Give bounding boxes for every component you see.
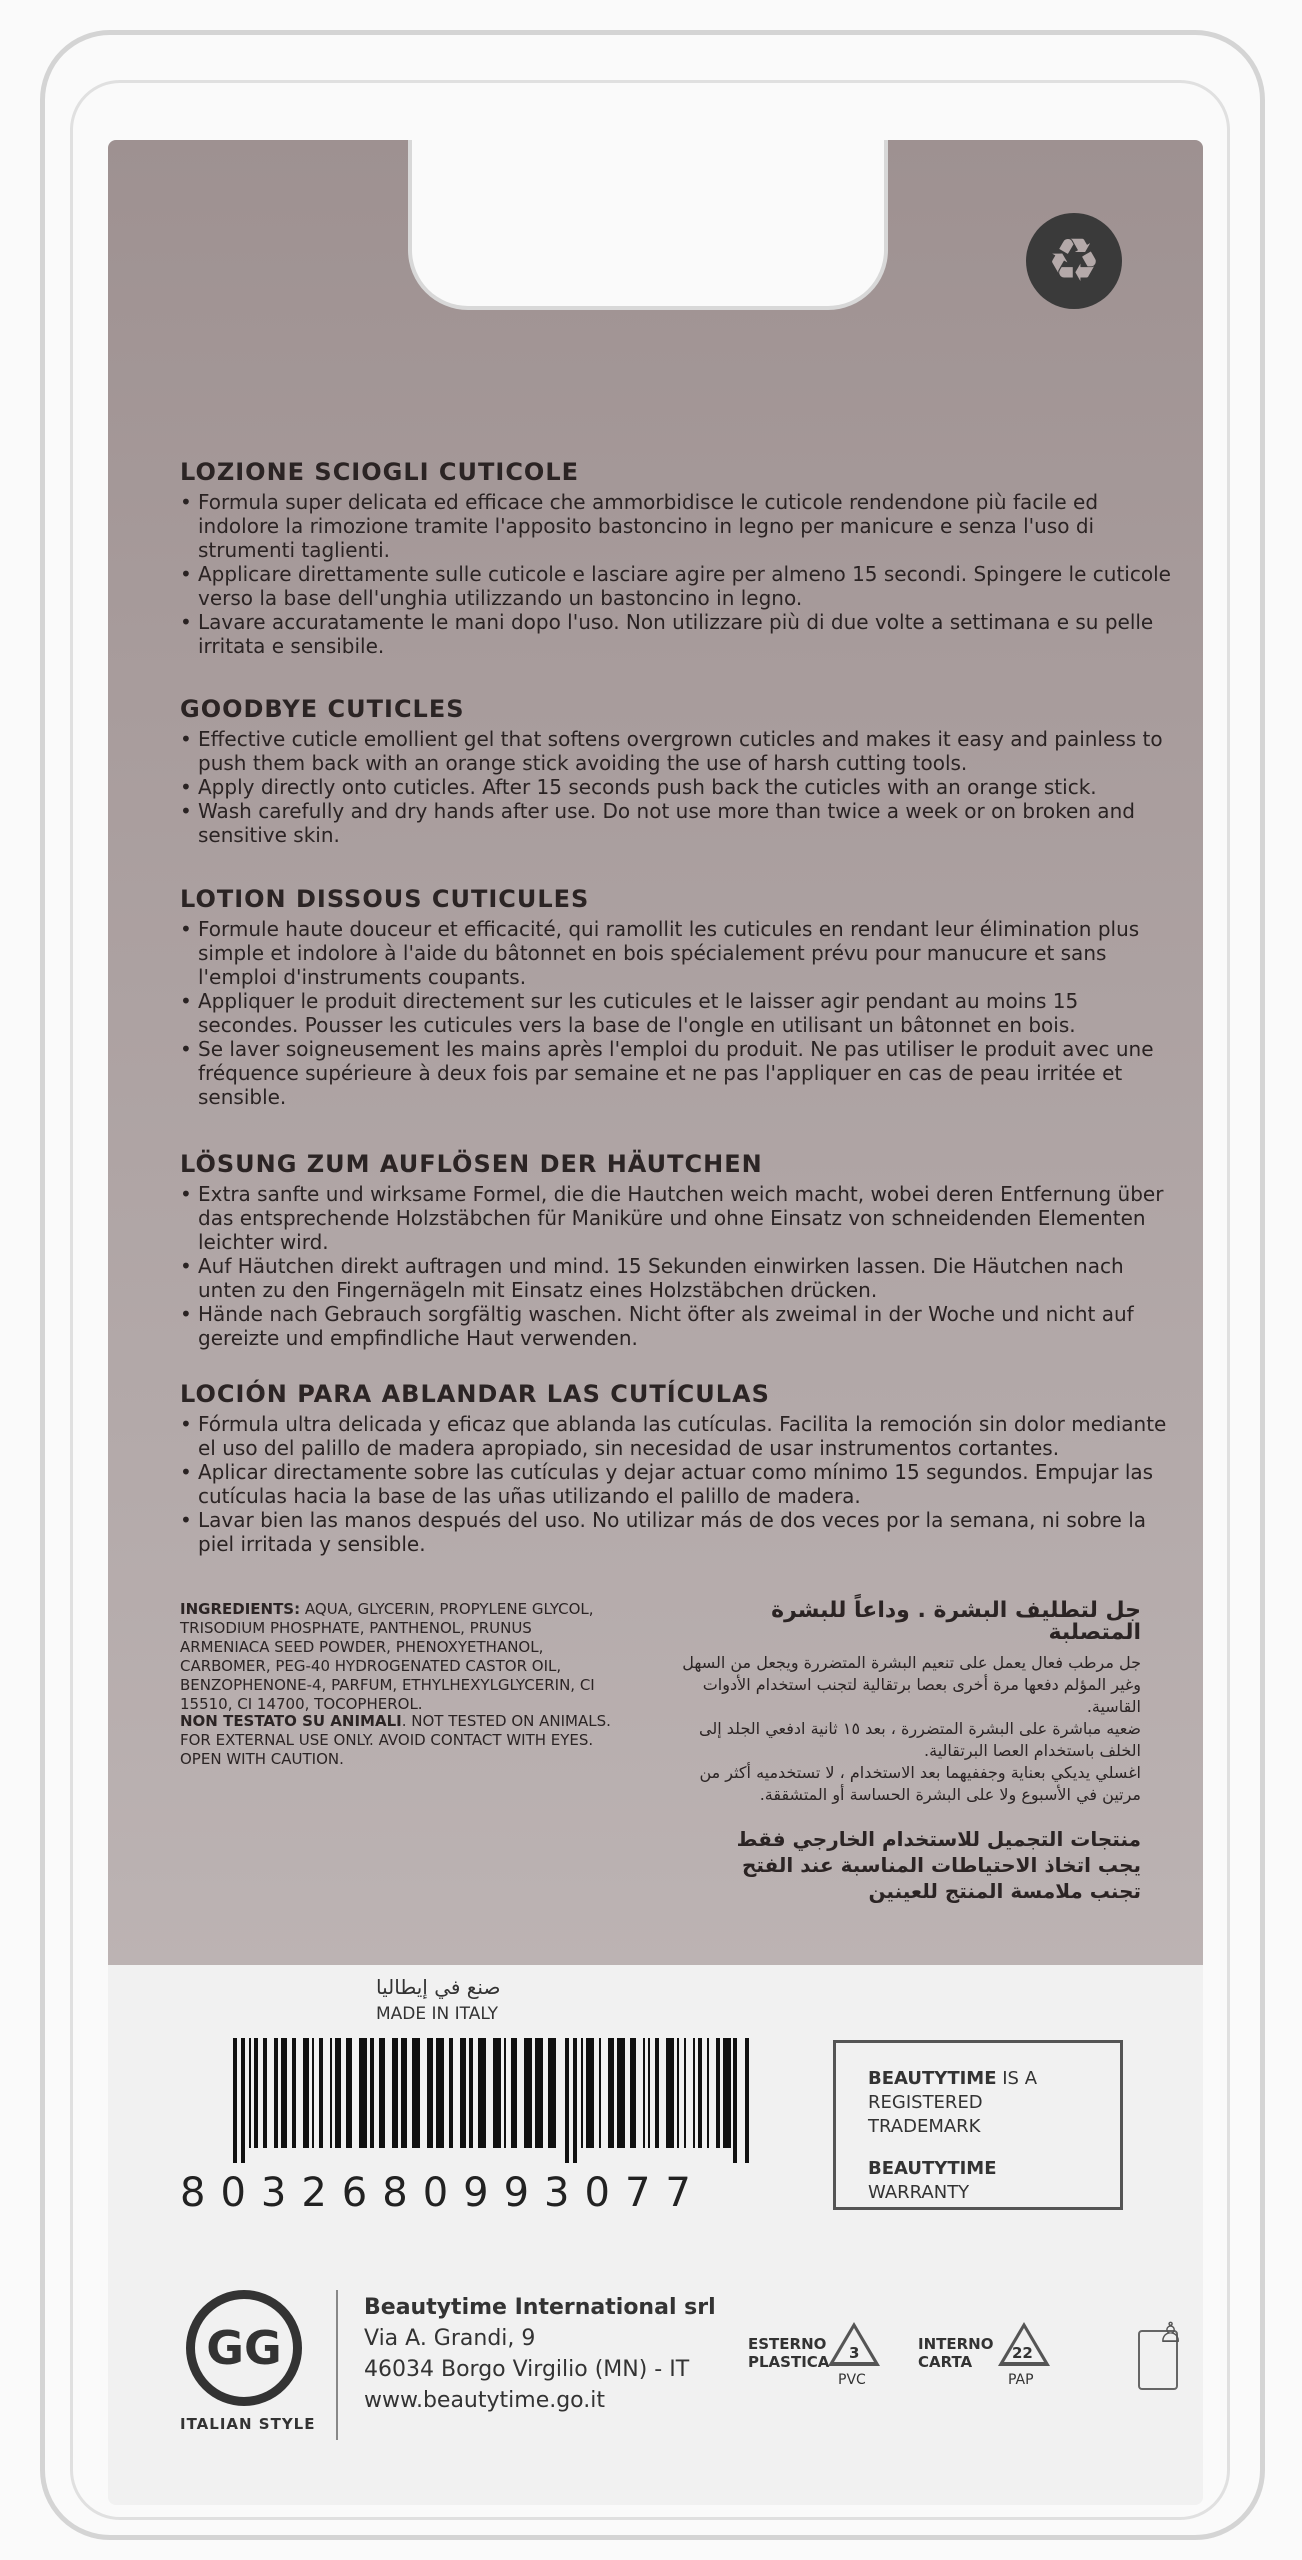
- section-item: • Extra sanfte und wirksame Formel, die die Hautchen weich macht, wobei deren Entfernung über das entsprechende Holzstäbchen für Maniküre und ohne Einsatz von schneidenden Elementen leichter wird.: [180, 1182, 1180, 1254]
- barcode-bar: [449, 2038, 453, 2148]
- company-name: Beautytime International srl: [364, 2295, 716, 2320]
- barcode-bar: [535, 2038, 543, 2148]
- barcode-bar: [401, 2038, 407, 2148]
- made-in-italy: MADE IN ITALY: [376, 2004, 498, 2024]
- company-address: Via A. Grandi, 9: [364, 2326, 536, 2351]
- recycle-code: 3: [849, 2344, 860, 2362]
- barcode-bar: [319, 2038, 323, 2148]
- arabic-title: جل لتطليف البشرة . وداعاً للبشرة المتصلبة: [771, 1598, 1141, 1645]
- barcode-bar: [677, 2038, 679, 2148]
- recycle-code: 22: [1012, 2344, 1033, 2362]
- barcode-bar: [684, 2038, 686, 2148]
- company-website: www.beautytime.go.it: [364, 2388, 605, 2413]
- brand-name: BEAUTYTIME: [868, 2158, 997, 2179]
- section-item: • Aplicar directamente sobre las cutículas y dejar actuar como mínimo 15 segundos. Empujar las cutículas hacia la base de las uñas utilizando el palillo de madera.: [180, 1460, 1180, 1508]
- section-item: • Fórmula ultra delicada y eficaz que ablanda las cutículas. Facilita la remoción sin dolor mediante el uso del palillo de madera apropiado, sin necesidad de usar instrumentos cortantes.: [180, 1412, 1180, 1460]
- recycling-label-outer: [748, 2335, 829, 2371]
- arabic-line: ضعيه مباشرة على البشرة المتضررة ، بعد ١٥ ثانية ادفعي الجلد إلى الخلف باستخدام العصا البرتقالية.: [699, 1719, 1141, 1760]
- barcode-bar: [469, 2038, 473, 2148]
- recycling-label-line: CARTA: [918, 2353, 973, 2371]
- barcode-bar: [249, 2038, 251, 2148]
- mauve-panel: [108, 140, 1203, 1965]
- barcode-bar: [698, 2038, 702, 2148]
- arabic-warning: يجب اتخاذ الاحتياطات المناسبة عند الفتح: [741, 1853, 1141, 1877]
- arabic-warning: منتجات التجميل للاستخدام الخارجي فقط: [736, 1827, 1141, 1851]
- barcode-bar: [573, 2038, 577, 2163]
- barcode-bar: [303, 2038, 309, 2148]
- barcode-bar: [346, 2038, 352, 2148]
- section-title: LOTION DISSOUS CUTICULES: [180, 885, 590, 913]
- trademark-text: IS A: [996, 2068, 1038, 2089]
- barcode-bar: [379, 2038, 385, 2148]
- barcode-bar: [436, 2038, 444, 2148]
- section-item: • Auf Häutchen direkt auftragen und mind. 15 Sekunden einwirken lassen. Die Häutchen nach unten zu den Fingernägeln mit Einsatz eines Holzstäbchen drücken.: [180, 1254, 1180, 1302]
- divider: [336, 2290, 338, 2440]
- section-title: LÖSUNG ZUM AUFLÖSEN DER HÄUTCHEN: [180, 1150, 763, 1178]
- barcode-bar: [599, 2038, 601, 2148]
- recycling-label-line: ESTERNO: [748, 2335, 827, 2353]
- not-tested-label: NON TESTATO SU ANIMALI: [180, 1712, 402, 1730]
- section-english: [180, 695, 1180, 847]
- barcode-bar: [330, 2038, 332, 2148]
- barcode: [233, 2038, 753, 2163]
- trademark-box: [833, 2040, 1123, 2210]
- section-item: • Appliquer le produit directement sur les cuticules et le laisser agir pendant au moins 15 secondes. Pousser les cuticules vers la base de l'ongle en utilisant un bâtonnet en bois.: [180, 989, 1180, 1037]
- barcode-bar: [707, 2038, 709, 2148]
- barcode-bar: [524, 2038, 532, 2148]
- section-title: GOODBYE CUTICLES: [180, 695, 465, 723]
- barcode-bar: [504, 2038, 506, 2148]
- section-italian: [180, 458, 1180, 658]
- section-french: [180, 885, 1180, 1109]
- section-item: • Effective cuticle emollient gel that softens overgrown cuticles and makes it easy and painless to push them back with an orange stick avoiding the use of harsh cutting tools.: [180, 727, 1180, 775]
- section-item: • Se laver soigneusement les mains après l'emploi du produit. Ne pas utiliser le produit avec une fréquence supérieure à deux fois par semaine et ne pas l'appliquer en cas de peau irritée et sensible.: [180, 1037, 1180, 1109]
- barcode-bar: [511, 2038, 517, 2148]
- arabic-warning: تجنب ملامسة المنتج للعينين: [868, 1879, 1141, 1903]
- ingredients-list: AQUA, GLYCERIN, PROPYLENE GLYCOL, TRISODIUM PHOSPHATE, PANTHENOL, PRUNUS ARMENIACA SEED POWDER, PHENOXYETHANOL, CARBOMER, PEG-40 HYDROGENATED CASTOR OIL, BENZOPHENONE-4, PARFUM, ETHYLHEXYLGLYCERIN, CI 15510, CI 14700, TOCOPHEROL.: [180, 1600, 595, 1713]
- barcode-bar: [281, 2038, 287, 2148]
- warranty-text: WARRANTY: [868, 2182, 970, 2203]
- barcode-bar: [581, 2038, 583, 2148]
- barcode-bar: [241, 2038, 245, 2163]
- barcode-bar: [493, 2038, 501, 2148]
- recycle-arrows-icon: ♻: [1026, 213, 1122, 309]
- person-icon: ♙: [1158, 2316, 1184, 2349]
- trademark-text: REGISTERED TRADEMARK: [868, 2092, 983, 2137]
- section-item: • Formula super delicata ed efficace che ammorbidisce le cuticole rendendone più facile ed indolore la rimozione tramite l'apposito bastoncino in legno per manicure e senza l'uso di strumenti taglienti.: [180, 490, 1180, 562]
- barcode-bar: [312, 2038, 314, 2148]
- section-german: [180, 1150, 1180, 1350]
- ingredients-label: INGREDIENTS:: [180, 1600, 301, 1618]
- barcode-bar: [666, 2038, 674, 2148]
- section-item: • Apply directly onto cuticles. After 15 seconds push back the cuticles with an orange stick.: [180, 775, 1180, 799]
- company-city: 46034 Borgo Virgilio (MN) - IT: [364, 2357, 690, 2382]
- barcode-bar: [655, 2038, 659, 2148]
- arabic-line: اغسلي يديكي بعناية وجففيهما بعد الاستخدام ، لا تستخدميه أكثر من مرتين في الأسبوع ولا على البشرة الحساسة أو المتشققة.: [699, 1763, 1141, 1804]
- barcode-bar: [716, 2038, 720, 2148]
- material-code: PAP: [1008, 2372, 1034, 2388]
- section-item: • Hände nach Gebrauch sorgfältig waschen. Nicht öfter als zweimal in der Woche und nicht auf gereizte und empfindliche Haut verwenden.: [180, 1302, 1180, 1350]
- barcode-bar: [643, 2038, 645, 2148]
- recycling-label-line: INTERNO: [918, 2335, 994, 2353]
- usage-note: [180, 1712, 620, 1769]
- barcode-bar: [460, 2038, 466, 2148]
- material-code: PVC: [838, 2372, 866, 2388]
- barcode-bar: [478, 2038, 486, 2148]
- gg-logo-icon: GG: [186, 2290, 302, 2406]
- barcode-bar: [335, 2038, 341, 2148]
- barcode-bar: [359, 2038, 367, 2148]
- barcode-number: 8032680993077: [180, 2170, 706, 2216]
- product-card: [108, 140, 1203, 2505]
- barcode-bar: [254, 2038, 258, 2148]
- barcode-bar: [292, 2038, 296, 2148]
- recycling-label-line: PLASTICA: [748, 2353, 830, 2371]
- recycling-label-inner: [918, 2335, 993, 2371]
- barcode-bar: [548, 2038, 556, 2148]
- section-item: • Formule haute douceur et efficacité, qui ramollit les cuticules en rendant leur élimination plus simple et indolore à l'aide du bâtonnet en bois spécialement prévu pour manucure et sans l'emploi d'instruments coupants.: [180, 917, 1180, 989]
- section-item: • Applicare direttamente sulle cuticole e lasciare agire per almeno 15 secondi. Spingere le cuticole verso la base dell'unghia utilizzando un bastoncino in legno.: [180, 562, 1180, 610]
- barcode-bar: [565, 2038, 569, 2163]
- section-item: • Lavare accuratamente le mani dopo l'uso. Non utilizzare più di due volte a settimana e su pelle irritata e sensibile.: [180, 610, 1180, 658]
- section-item: • Wash carefully and dry hands after use. Do not use more than twice a week or on broken and sensitive skin.: [180, 799, 1180, 847]
- company-info: [364, 2292, 716, 2416]
- hang-hole: [408, 140, 888, 310]
- barcode-bar: [648, 2038, 650, 2148]
- barcode-bar: [427, 2038, 433, 2148]
- arabic-line: جل مرطب فعال يعمل على تنعيم البشرة المتضررة ويجعل من السهل وغير المؤلم دفعها مرة أخرى بعصا برتقالية لتجنب استخدام الأدوات القاسية.: [682, 1653, 1141, 1716]
- barcode-bar: [392, 2038, 398, 2148]
- barcode-bar: [733, 2038, 737, 2163]
- arabic-block: [671, 1600, 1141, 1904]
- usage-note-text: . NOT TESTED ON ANIMALS. FOR EXTERNAL USE ONLY. AVOID CONTACT WITH EYES. OPEN WITH CAUTION.: [180, 1712, 611, 1768]
- barcode-bar: [412, 2038, 420, 2148]
- barcode-bar: [617, 2038, 625, 2148]
- barcode-bar: [274, 2038, 278, 2148]
- section-item: • Lavar bien las manos después del uso. No utilizar más de dos veces por la semana, ni sobre la piel irritada y sensible.: [180, 1508, 1180, 1556]
- ingredients-text: [180, 1600, 620, 1714]
- barcode-bar: [745, 2038, 749, 2163]
- section-title: LOCIÓN PARA ABLANDAR LAS CUTÍCULAS: [180, 1380, 770, 1408]
- barcode-bar: [693, 2038, 695, 2148]
- italian-style-tagline: ITALIAN STYLE: [180, 2415, 316, 2433]
- barcode-bar: [233, 2038, 237, 2163]
- made-in-italy-arabic: صنع في إيطاليا: [376, 1975, 501, 1999]
- barcode-bar: [370, 2038, 374, 2148]
- barcode-bar: [723, 2038, 731, 2148]
- brand-name: BEAUTYTIME: [868, 2068, 997, 2089]
- barcode-bar: [263, 2038, 267, 2148]
- section-title: LOZIONE SCIOGLI CUTICOLE: [180, 458, 580, 486]
- barcode-bar: [630, 2038, 636, 2148]
- section-spanish: [180, 1380, 1180, 1556]
- barcode-bar: [586, 2038, 594, 2148]
- barcode-bar: [608, 2038, 614, 2148]
